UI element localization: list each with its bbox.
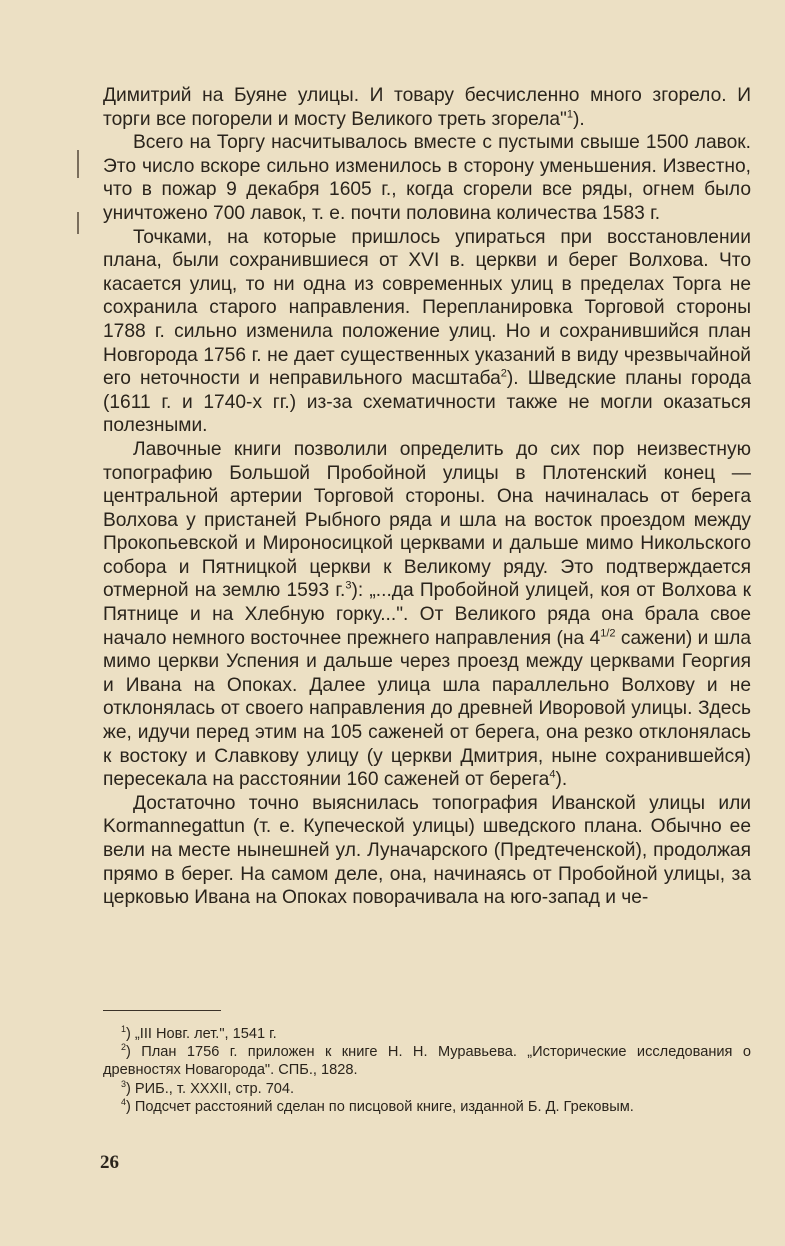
main-text — [103, 84, 751, 910]
footnote-ref: 4 — [549, 768, 556, 781]
footnotes — [103, 1025, 751, 1116]
footnote: $^2$) План 1756 г. приложен к книге Н. Н. Муравьева. „Исторические исследования о древностях Новагорода". СПБ., 1828. — [103, 1042, 751, 1079]
paragraph: Димитрий на Буяне улицы. И товару бесчисленно много згорело. И торги все погорели и мосту Великого треть згорела"$^1$). — [103, 85, 751, 130]
margin-mark — [77, 212, 79, 234]
paragraph: Всего на Торгу насчитывалось вместе с пустыми свыше 1500 лавок. Это число вскоре сильно изменилось в сторону уменьшения. Известно, что в пожар 9 декабря 1605 г., когда сгорели все ряды, огнем было уничтожено 700 лавок, т. е. почти половина количества 1583 г. — [103, 132, 751, 224]
paragraph: Точками, на которые пришлось упираться при восстановлении плана, были сохранившиеся от XVI в. церкви и берег Волхова. Что касается улиц, то ни одна из современных улиц в пределах Торга не сохранила старого направления. Перепланировка Торговой стороны 1788 г. сильно изменила положение улиц. Но и сохранившийся план Новгорода 1756 г. не дает существенных указаний в виду чрезвычайной его неточности и неправильного масштаба$^2$). Шведские планы города (1611 г. и 1740-х гг.) из-за схематичности также не могли оказаться полезными. — [103, 226, 751, 437]
footnote: $^1$) „III Новг. лет.", 1541 г. — [121, 1024, 277, 1042]
margin-mark — [77, 150, 79, 178]
page-number: 26 — [100, 1152, 119, 1173]
footnote-divider — [103, 1010, 221, 1011]
footnote: $^3$) РИБ., т. XXXII, стр. 704. — [121, 1078, 295, 1097]
footnote: $^4$) Подсчет расстояний сделан по писцовой книге, изданной Б. Д. Грековым. — [121, 1096, 634, 1115]
footnote-ref: 1 — [566, 108, 573, 121]
fraction: 1/2 — [600, 627, 616, 640]
paragraph: Лавочные книги позволили определить до сих пор неизвестную топографию Большой Пробойной улицы в Плотенский конец — центральной артерии Торговой стороны. Она начиналась от берега Волхова у пристаней Рыбного ряда и шла на восток проездом между Прокопьевской и Мироносицкой церквами и дальше мимо Никольского собора и Пятницкой церкви к Великому ряду. Это подтверждается отмерной на землю 1593 г.$^3$): „...да Пробойной улицей, коя от Волхова к Пятнице и на Хлебную горку...". От Великого ряда она брала свое начало немного восточнее прежнего направления (на $4^{1/2}$ сажени) и шла мимо церкви Успения и дальше через проезд между церквами Георгия и Ивана на Опоках. Далее улица шла параллельно Волхову и не отклонялась от своего направления до древней Иворовой улицы. Здесь же, идучи перед этим на 105 саженей от берега, она резко отклонялась к востоку и Славкову улицу (у церкви Дмитрия, ныне сохранившейся) пересекала на расстоянии 160 саженей от берега$^4$). — [103, 438, 752, 791]
footnote-ref: 2 — [500, 367, 507, 380]
footnote-ref: 3 — [345, 580, 352, 593]
paragraph: Достаточно точно выяснилась топография Иванской улицы или Kormannegattun (т. е. Купеческой улицы) шведского плана. Обычно ее вели на месте нынешней ул. Луначарского (Предтеченской), продолжая прямо в берег. На самом деле, она, начинаясь от Пробойной улицы, за церковью Ивана на Опоках поворачивала на юго-запад и че- — [103, 792, 751, 909]
